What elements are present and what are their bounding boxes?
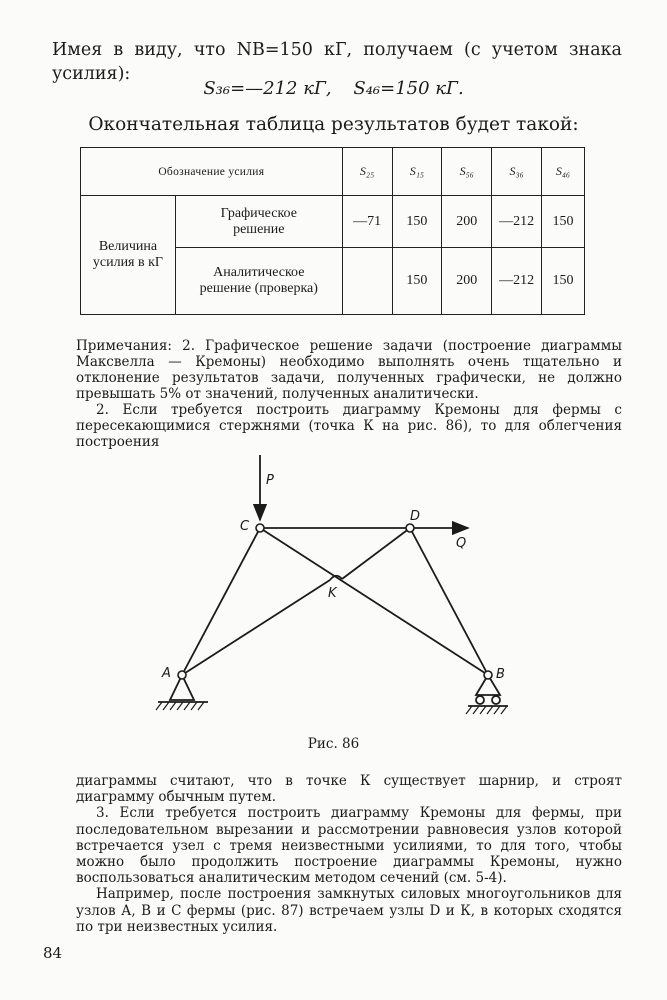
- notes-section: [76, 338, 622, 450]
- label-c: C: [240, 519, 250, 534]
- page-number: 84: [43, 944, 63, 962]
- figure-caption: Рис. 86: [307, 736, 360, 752]
- column-header: S₅₆: [442, 148, 492, 196]
- row-label: Аналитическое решение (проверка): [175, 248, 342, 315]
- member-dk: [342, 528, 410, 579]
- table-cell: —212: [492, 196, 542, 248]
- body-paragraph: 3. Если требуется построить диаграмму Кремоны для фермы, при последовательном вырезании и рассмотрении равновесия узлов которой встречается узел с тремя неизвестными усилиями, то для того, чтобы можно было продолжить построение диаграммы Кремоны, нужно воспользоваться аналитическим методом сечений (см. 5-4).: [76, 805, 622, 887]
- table-cell: 200: [442, 196, 492, 248]
- table-cell: 150: [392, 248, 442, 315]
- node-b: [484, 671, 492, 679]
- header-label: Обозначение усилия: [81, 148, 343, 196]
- intro-paragraph: Имея в виду, что NΒ=150 кГ, получаем (с учетом знака усилия):: [52, 40, 622, 84]
- formula-s36: S₃₆=—212 кГ,: [203, 78, 332, 99]
- table-cell: —212: [492, 248, 542, 315]
- body-paragraph: диаграммы считают, что в точке К существует шарнир, и строят диаграмму обычным путем.: [76, 773, 622, 806]
- result-formula: [0, 78, 667, 99]
- label-k: K: [328, 586, 337, 601]
- member-db: [410, 528, 488, 675]
- table-row: [81, 196, 585, 248]
- label-a: A: [162, 666, 171, 681]
- table-cell: [342, 248, 392, 315]
- member-ca: [182, 528, 260, 675]
- label-q: Q: [456, 536, 467, 551]
- formula-s46: S₄₆=150 кГ.: [353, 78, 464, 99]
- table-cell: 150: [392, 196, 442, 248]
- column-header: S₃₆: [492, 148, 542, 196]
- body-text: [76, 773, 622, 935]
- table-header-row: [81, 148, 585, 196]
- label-b: B: [496, 667, 505, 682]
- table-title: Окончательная таблица результатов будет такой:: [88, 114, 579, 135]
- label-p: P: [266, 473, 274, 488]
- results-table: [80, 147, 585, 315]
- node-a: [178, 671, 186, 679]
- label-d: D: [410, 509, 421, 524]
- body-paragraph: Например, после построения замкнутых силовых многоугольников для узлов А, В и С фермы (рис. 87) встречаем узлы D и К, в которых сходятся по три неизвестных усилия.: [76, 886, 622, 935]
- member-cb: [260, 528, 488, 675]
- row-label: Графическое решение: [175, 196, 342, 248]
- table-cell: 150: [542, 196, 585, 248]
- node-d: [406, 524, 414, 532]
- roller: [492, 696, 500, 704]
- truss-figure: [150, 450, 530, 730]
- column-header: S₁₅: [392, 148, 442, 196]
- group-label: Величина усилия в кГ: [81, 196, 176, 315]
- node-c: [256, 524, 264, 532]
- table-cell: —71: [342, 196, 392, 248]
- note-paragraph: Примечания: 2. Графическое решение задачи (построение диаграммы Максвелла — Кремоны) необходимо выполнять очень тщательно и отклонение результатов задачи, полученных графически, не должно превышать 5% от значений, полученных аналитически.: [76, 338, 622, 402]
- column-header: S₂₅: [342, 148, 392, 196]
- roller: [476, 696, 484, 704]
- table-cell: 200: [442, 248, 492, 315]
- note-paragraph: 2. Если требуется построить диаграмму Кремоны для фермы с пересекающимися стержнями (точка К на рис. 86), то для облегчения построения: [76, 402, 622, 450]
- member-ad: [182, 580, 330, 675]
- column-header: S₄₆: [542, 148, 585, 196]
- table-cell: 150: [542, 248, 585, 315]
